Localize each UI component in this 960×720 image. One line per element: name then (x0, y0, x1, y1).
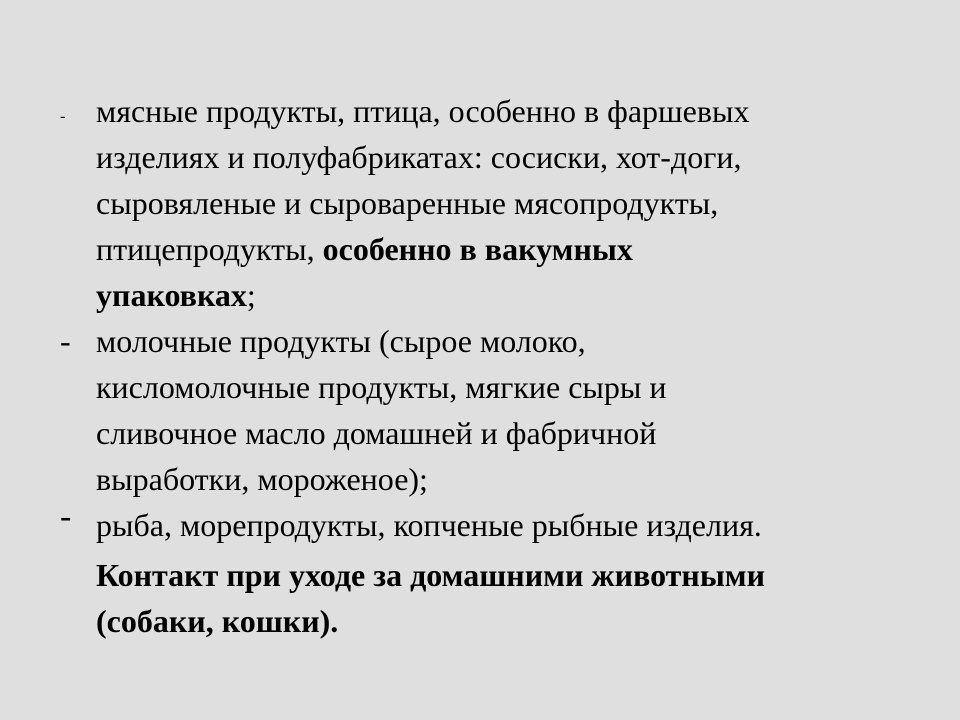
text-line: изделиях и полуфабрикатах: сосиски, хот-доги, (96, 139, 742, 175)
bold-text-run: особенно в вакумных (322, 231, 633, 267)
bullet-marker: - (60, 323, 71, 359)
text-line: выработки, мороженое); (96, 461, 428, 497)
bullet-marker: - (60, 498, 72, 535)
text-run: ; (246, 277, 256, 313)
text-line: сыровяленые и сыроваренные мясопродукты, (96, 185, 719, 221)
text-line: молочные продукты (сырое молоко, (96, 323, 586, 359)
text-line: мясные продукты, птица, особенно в фаршевых (96, 93, 750, 129)
bullet-text (96, 88, 920, 318)
bullet-text (96, 318, 920, 502)
bullet-marker: - (60, 108, 66, 125)
contact-line: (собаки, кошки). (96, 603, 339, 639)
bold-text-run: упаковках (96, 277, 247, 313)
text-line (96, 272, 920, 318)
contact-line: Контакт при уходе за домашними животными (96, 557, 766, 593)
text-line: кисломолочные продукты, мягкие сыры и (96, 369, 667, 405)
text-line (96, 226, 920, 272)
text-run: птицепродукты, (96, 231, 323, 267)
contact-note (96, 552, 765, 644)
text-line: рыба, морепродукты, копченые рыбные изделия. (96, 507, 762, 543)
text-line: сливочное масло домашней и фабричной (96, 415, 657, 451)
bullet-text (96, 502, 920, 548)
